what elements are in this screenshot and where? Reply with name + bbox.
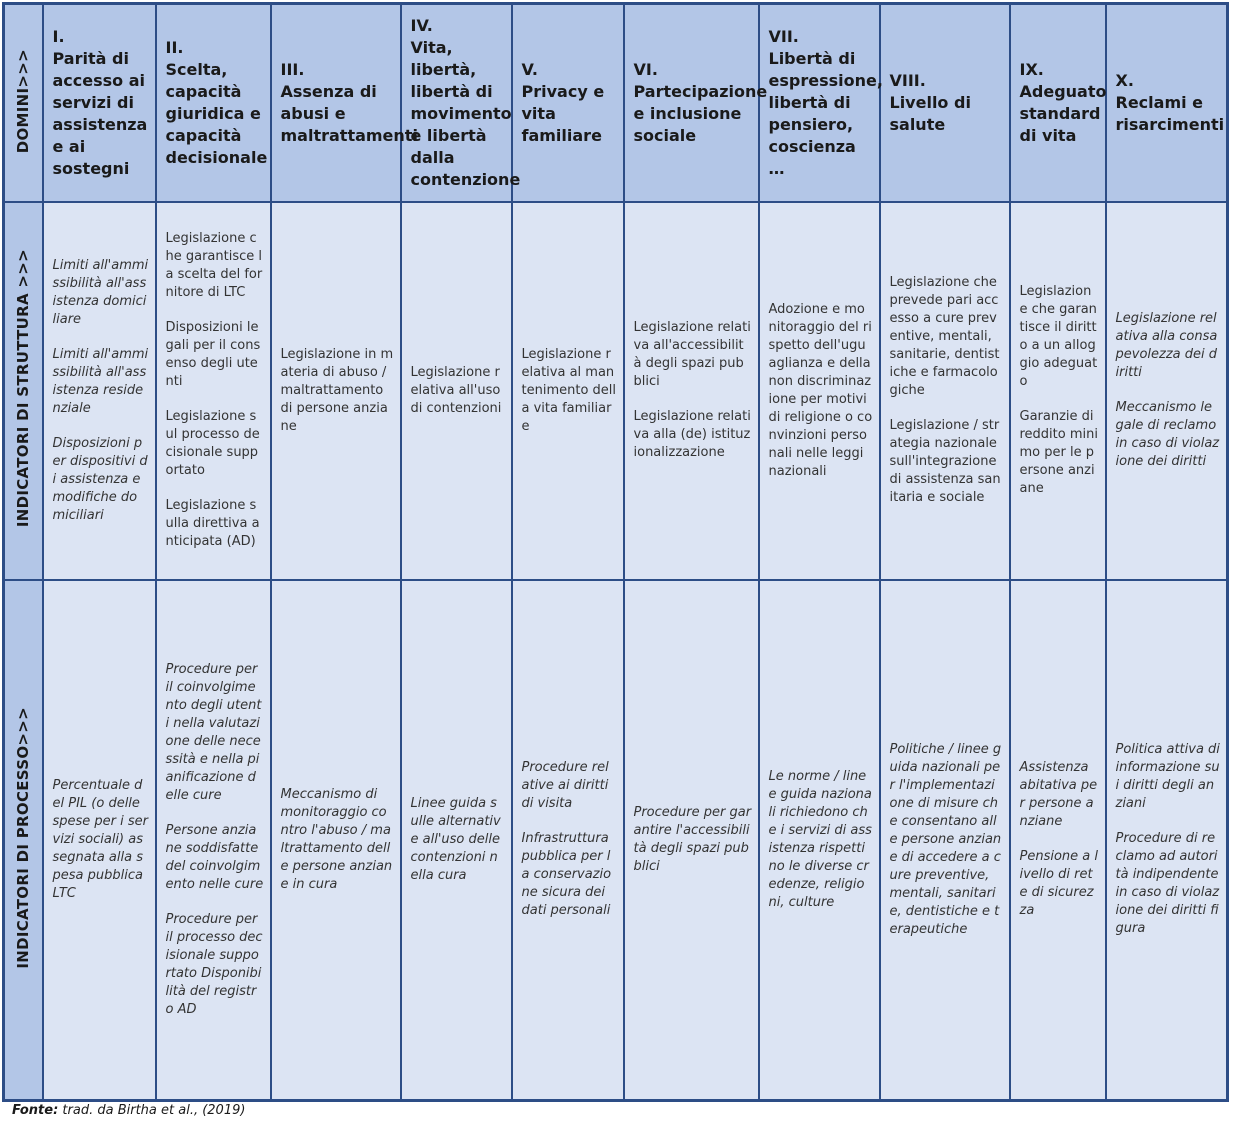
indicator-text: Procedure per il processo decisionale supportato Disponibilità del registro AD	[165, 911, 263, 1017]
indicator-text: Adozione e monitoraggio del rispetto dell'uguaglianza e della non discriminazione per motivi di religione o convinzioni personali nelle leggi nazionali	[768, 301, 873, 479]
indicator-text: Meccanismo di monitoraggio contro l'abuso / maltrattamento delle persone anziane in cura	[280, 786, 393, 892]
domain-header	[1010, 4, 1106, 202]
indicators-table	[2, 2, 1229, 1102]
indicator-text: Legislazione che garantisce il diritto a un alloggio adeguato	[1019, 284, 1098, 389]
processo-cell	[271, 580, 401, 1101]
domain-header	[624, 4, 768, 202]
processo-cell	[43, 580, 156, 1101]
indicator-text: Politiche / linee guida nazionali per l'implementazione di misure che consentano alle persone anziane di accedere a cure preventive, mentali, sanitarie, dentistiche e terapeutiche	[889, 741, 1002, 937]
domain-header	[156, 4, 271, 202]
domain-header	[759, 4, 883, 202]
indicator-text: Percentuale del PIL (o delle spese per i servizi sociali) assegnata alla spesa pubblica LTC	[52, 777, 149, 901]
struttura-cell	[271, 202, 401, 580]
indicator-text: Procedure di reclamo ad autorità indipendente in caso di violazione dei diritti figura	[1115, 831, 1220, 937]
indicator-text: Disposizioni per dispositivi di assistenza e modifiche domiciliari	[52, 435, 148, 523]
indicator-text: Meccanismo legale di reclamo in caso di violazione dei diritti	[1115, 400, 1220, 469]
indicator-text: Pensione a livello di rete di sicurezza	[1019, 849, 1098, 919]
processo-row	[4, 580, 1228, 1101]
indicator-text: Legislazione relativa all'accessibilità degli spazi pubblici	[633, 320, 751, 389]
indicator-text: Garanzie di reddito minimo per le persone anziane	[1019, 409, 1098, 496]
indicator-text: Linee guida sulle alternative all'uso delle contenzioni nella cura	[410, 795, 501, 883]
processo-cell	[156, 580, 271, 1101]
domain-header	[271, 4, 418, 202]
footnote-text: trad. da Birtha et al., (2019)	[58, 1103, 246, 1118]
row-label-processo: INDICATORI DI PROCESSO>>>	[4, 580, 43, 1101]
struttura-cell	[156, 202, 271, 580]
processo-cell	[759, 580, 880, 1101]
indicator-text: Limiti all'ammissibilità all'assistenza domiciliare	[52, 257, 149, 327]
struttura-cell	[624, 202, 759, 580]
domain-title: X. Reclami e risarcimenti	[1115, 70, 1225, 134]
processo-cell	[880, 580, 1010, 1101]
domain-header	[401, 4, 521, 202]
domain-title: III. Assenza di abusi e maltrattamenti	[280, 59, 418, 145]
indicator-text: Procedure per garantire l'accessibilità degli spazi pubblici	[633, 804, 752, 874]
struttura-cell	[512, 202, 624, 580]
indicator-text: Procedure relative ai diritti di visita	[521, 760, 609, 812]
struttura-row	[4, 202, 1228, 580]
indicator-text: Legislazione sul processo decisionale supportato	[165, 409, 260, 478]
row-label-domini: DOMINI>>>	[4, 4, 43, 202]
processo-cell	[1106, 580, 1228, 1101]
indicator-text: Legislazione sulla direttiva anticipata (AD)	[165, 498, 260, 549]
indicator-text: Politica attiva di informazione sui diritti degli anziani	[1115, 742, 1220, 812]
indicator-text: Disposizioni legali per il consenso degli utenti	[165, 320, 261, 389]
struttura-cell	[1106, 202, 1228, 580]
domain-header	[880, 4, 1010, 202]
indicator-text: Legislazione / strategia nazionale sull'integrazione di assistenza sanitaria e sociale	[889, 418, 1001, 505]
domain-header	[512, 4, 624, 202]
processo-cell	[624, 580, 759, 1101]
domain-title: II. Scelta, capacità giuridica e capacità decisionale	[165, 37, 268, 167]
struttura-cell	[401, 202, 512, 580]
struttura-cell	[1010, 202, 1106, 580]
processo-cell	[1010, 580, 1106, 1101]
domain-title: IX. Adeguato standard di vita	[1019, 59, 1107, 145]
domain-title: I. Parità di accesso ai servizi di assistenza e ai sostegni	[52, 26, 148, 178]
indicator-text: Assistenza abitativa per persone anziane	[1019, 760, 1098, 830]
struttura-cell	[43, 202, 156, 580]
indicator-text: Limiti all'ammissibilità all'assistenza residenziale	[52, 346, 149, 416]
indicator-text: Procedure per il coinvolgimento degli utenti nella valutazione delle necessità e nella pianificazione delle cure	[165, 661, 262, 803]
indicator-text: Legislazione in materia di abuso / maltrattamento di persone anziane	[280, 346, 394, 434]
indicator-text: Persone anziane soddisfatte del coinvolgimento nelle cure	[165, 822, 264, 892]
domain-title: V. Privacy e vita familiare	[521, 59, 605, 145]
domain-title: VI. Partecipazione e inclusione sociale	[633, 59, 768, 145]
indicator-text: Legislazione che garantisce la scelta del fornitore di LTC	[165, 231, 263, 300]
indicator-text: Legislazione relativa alla consapevolezza dei diritti	[1115, 311, 1218, 380]
indicator-text: Le norme / linee guida nazionali richiedono che i servizi di assistenza rispettino le diverse credenze, religioni, culture	[768, 768, 872, 910]
indicator-text: Legislazione relativa alla (de) istituzionalizzazione	[633, 409, 751, 460]
row-label-struttura: INDICATORI DI STRUTTURA >>>	[4, 202, 43, 580]
indicator-text: Legislazione che prevede pari accesso a cure preventive, mentali, sanitarie, dentistiche e farmacologiche	[889, 275, 1000, 398]
domain-header	[1106, 4, 1228, 202]
domains-row	[4, 4, 1228, 202]
struttura-cell	[880, 202, 1010, 580]
domain-title: VIII. Livello di salute	[889, 70, 971, 134]
source-footnote	[12, 1103, 245, 1118]
indicator-text: Infrastruttura pubblica per la conservazione sicura dei dati personali	[521, 831, 612, 919]
indicator-text: Legislazione relativa al mantenimento della vita familiare	[521, 346, 617, 434]
processo-cell	[401, 580, 512, 1101]
processo-cell	[512, 580, 624, 1101]
domain-title: VII. Libertà di espressione, libertà di pensiero, coscienza …	[768, 26, 883, 178]
domain-title: IV. Vita, libertà, libertà di movimento e libertà dalla contenzione	[410, 15, 521, 189]
footnote-label: Fonte:	[12, 1103, 59, 1118]
struttura-cell	[759, 202, 880, 580]
domain-header	[43, 4, 156, 202]
indicator-text: Legislazione relativa all'uso di contenzioni	[410, 364, 502, 416]
